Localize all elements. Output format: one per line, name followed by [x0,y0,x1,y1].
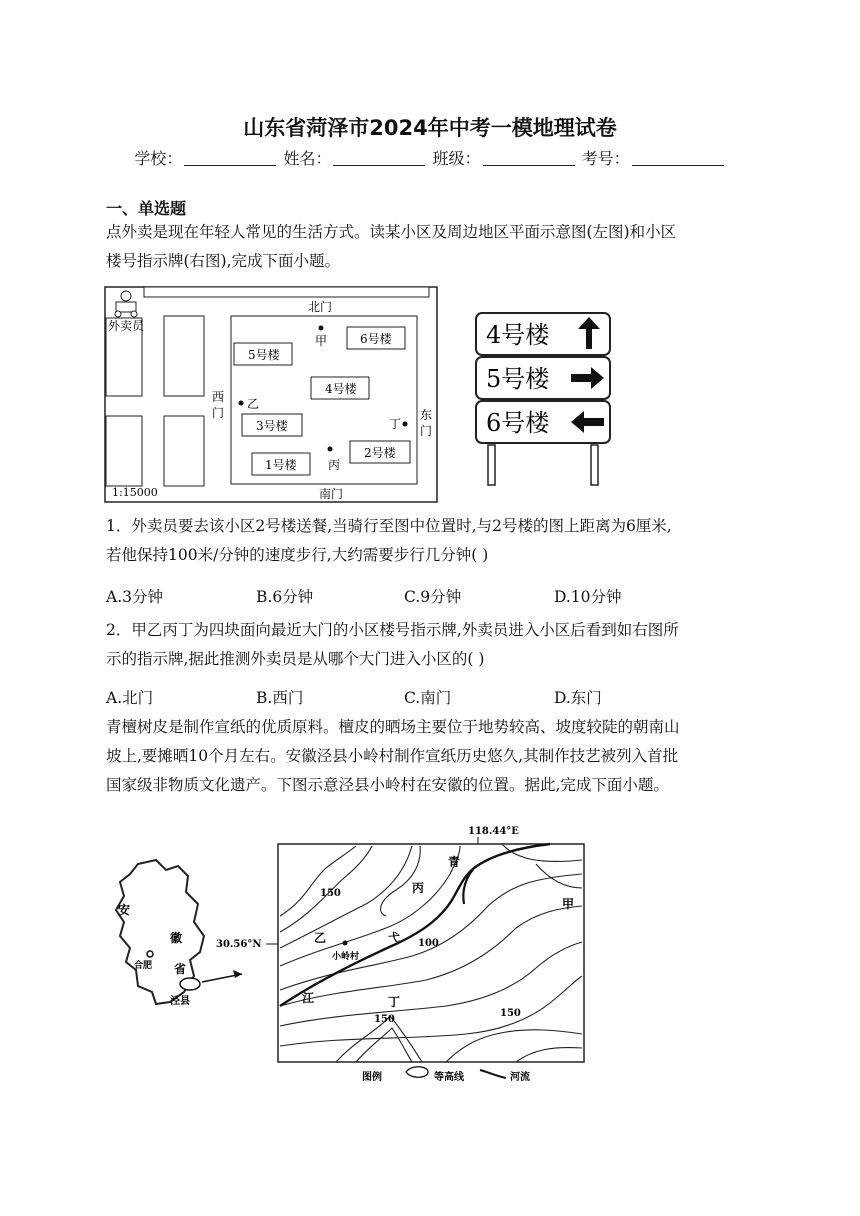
name-label: 姓名： [283,149,332,168]
contour-label-1: 150 [320,888,341,899]
point-bing-label: 丙 [328,458,341,472]
q1-option-a[interactable]: A.3分钟 [106,588,163,606]
legend-river-label: 河流 [510,1072,530,1083]
east-gate-label-2: 门 [420,424,433,438]
sign-6-label: 6号楼 [486,409,550,437]
river-char-yi: 弋 [388,931,401,945]
building-3-label: 3号楼 [256,419,288,433]
section-heading: 一、单选题 [106,199,187,218]
intro2-line1: 青檀树皮是制作宣纸的优质原料。檀皮的晒场主要位于地势较高、坡度较陡的朝南山 [106,718,680,736]
question-1 [106,512,756,570]
jingxian-marker [180,978,200,990]
building-2-label: 2号楼 [364,446,396,460]
point-jia-label-2: 甲 [562,897,575,911]
province-char-an: 安 [118,903,131,917]
student-info-fields [0,146,860,169]
school-label: 学校： [134,149,183,168]
point-yi [239,401,244,406]
point-ding [403,422,408,427]
q1-option-d[interactable]: D.10分钟 [554,588,622,606]
point-ding-label-2: 丁 [388,995,401,1009]
q2-line1: 2．甲乙丙丁为四块面向最近大门的小区楼号指示牌,外卖员进入小区后看到如右图所 [106,621,679,639]
sign-4-label: 4号楼 [486,321,550,349]
block-top [144,287,429,297]
name-blank[interactable] [333,165,425,166]
hefei-label: 合肥 [134,961,153,971]
building-1-label: 1号楼 [265,458,297,472]
contour-frame [278,844,584,1062]
building-4-label: 4号楼 [325,382,357,396]
sign-post-left [488,445,495,485]
q2-option-b[interactable]: B.西门 [256,689,304,707]
contour-label-4: 150 [374,1014,395,1025]
intro1-line1: 点外卖是现在年轻人常见的生活方式。读某小区及周边地区平面示意图(左图)和小区 [106,223,677,241]
page-title: 山东省菏泽市2024年中考一模地理试卷 [243,116,617,140]
point-jia [319,326,324,331]
xiaoling-village-label: 小岭村 [332,952,360,962]
contour-label-2: 100 [418,938,439,949]
longitude-label: 118.44°E [468,826,519,837]
class-label: 班级： [432,149,481,168]
south-gate-label: 南门 [319,487,344,501]
block-far-left-lower [106,416,142,486]
building-5-label: 5号楼 [248,348,280,362]
q2-option-a[interactable]: A.北门 [106,689,154,707]
intro-paragraph-2 [106,713,756,800]
q1-line1: 1．外卖员要去该小区2号楼送餐,当骑行至图中位置时,与2号楼的图上距离为6厘米, [106,517,672,535]
sign-post-right [591,445,598,485]
legend-contour-icon [406,1067,428,1078]
point-ding-label: 丁 [389,417,402,431]
point-jia-label: 甲 [315,334,328,348]
map-scale: 1:15000 [112,486,158,499]
west-gate-label-1: 西 [212,390,225,404]
xiaoling-village-marker [343,941,348,946]
q2-option-c[interactable]: C.南门 [404,689,452,707]
school-blank[interactable] [184,165,276,166]
sign-5-label: 5号楼 [486,365,550,393]
river-char-qing: 青 [448,855,461,869]
number-blank[interactable] [632,165,724,166]
block-left-lower [164,416,204,486]
river-char-jiang: 江 [302,991,315,1005]
province-char-sheng: 省 [174,962,187,976]
legend-contour-label: 等高线 [434,1072,464,1083]
delivery-label: 外卖员 [108,319,145,333]
hefei-marker [147,951,153,957]
legend-title: 图例 [362,1072,382,1083]
intro2-line2: 坡上,要摊晒10个月左右。安徽泾县小岭村制作宣纸历史悠久,其制作技艺被列入首批 [106,747,679,765]
number-label: 考号： [581,149,630,168]
q2-option-d[interactable]: D.东门 [554,689,602,707]
q1-options [106,585,756,609]
latitude-label: 30.56°N [216,939,262,950]
q1-option-b[interactable]: B.6分钟 [256,588,314,606]
contour-label-3: 150 [500,1008,521,1019]
province-char-hui: 徽 [170,931,183,945]
q1-option-c[interactable]: C.9分钟 [404,588,462,606]
intro-paragraph-1 [106,218,756,276]
point-bing [328,447,333,452]
neighborhood-map [104,286,438,504]
building-signboard [474,311,614,486]
east-gate-label-1: 东 [420,408,433,422]
q1-line2: 若他保持100米/分钟的速度步行,大约需要步行几分钟( ) [106,546,489,564]
legend-river-icon [480,1070,506,1078]
west-gate-label-2: 门 [212,406,225,420]
contour-map [216,820,592,1088]
class-blank[interactable] [483,165,575,166]
intro2-line3: 国家级非物质文化遗产。下图示意泾县小岭村在安徽的位置。据此,完成下面小题。 [106,776,669,794]
building-6-label: 6号楼 [360,332,392,346]
q2-options [106,686,756,710]
intro1-line2: 楼号指示牌(右图),完成下面小题。 [106,252,341,270]
q2-line2: 示的指示牌,据此推测外卖员是从哪个大门进入小区的( ) [106,650,485,668]
question-2 [106,616,756,674]
block-left-upper [164,316,204,396]
point-bing-label-2: 丙 [412,881,425,895]
north-gate-label: 北门 [308,300,333,314]
point-yi-label: 乙 [247,397,260,411]
point-yi-label-2: 乙 [314,931,327,945]
jingxian-label: 泾县 [170,996,190,1007]
